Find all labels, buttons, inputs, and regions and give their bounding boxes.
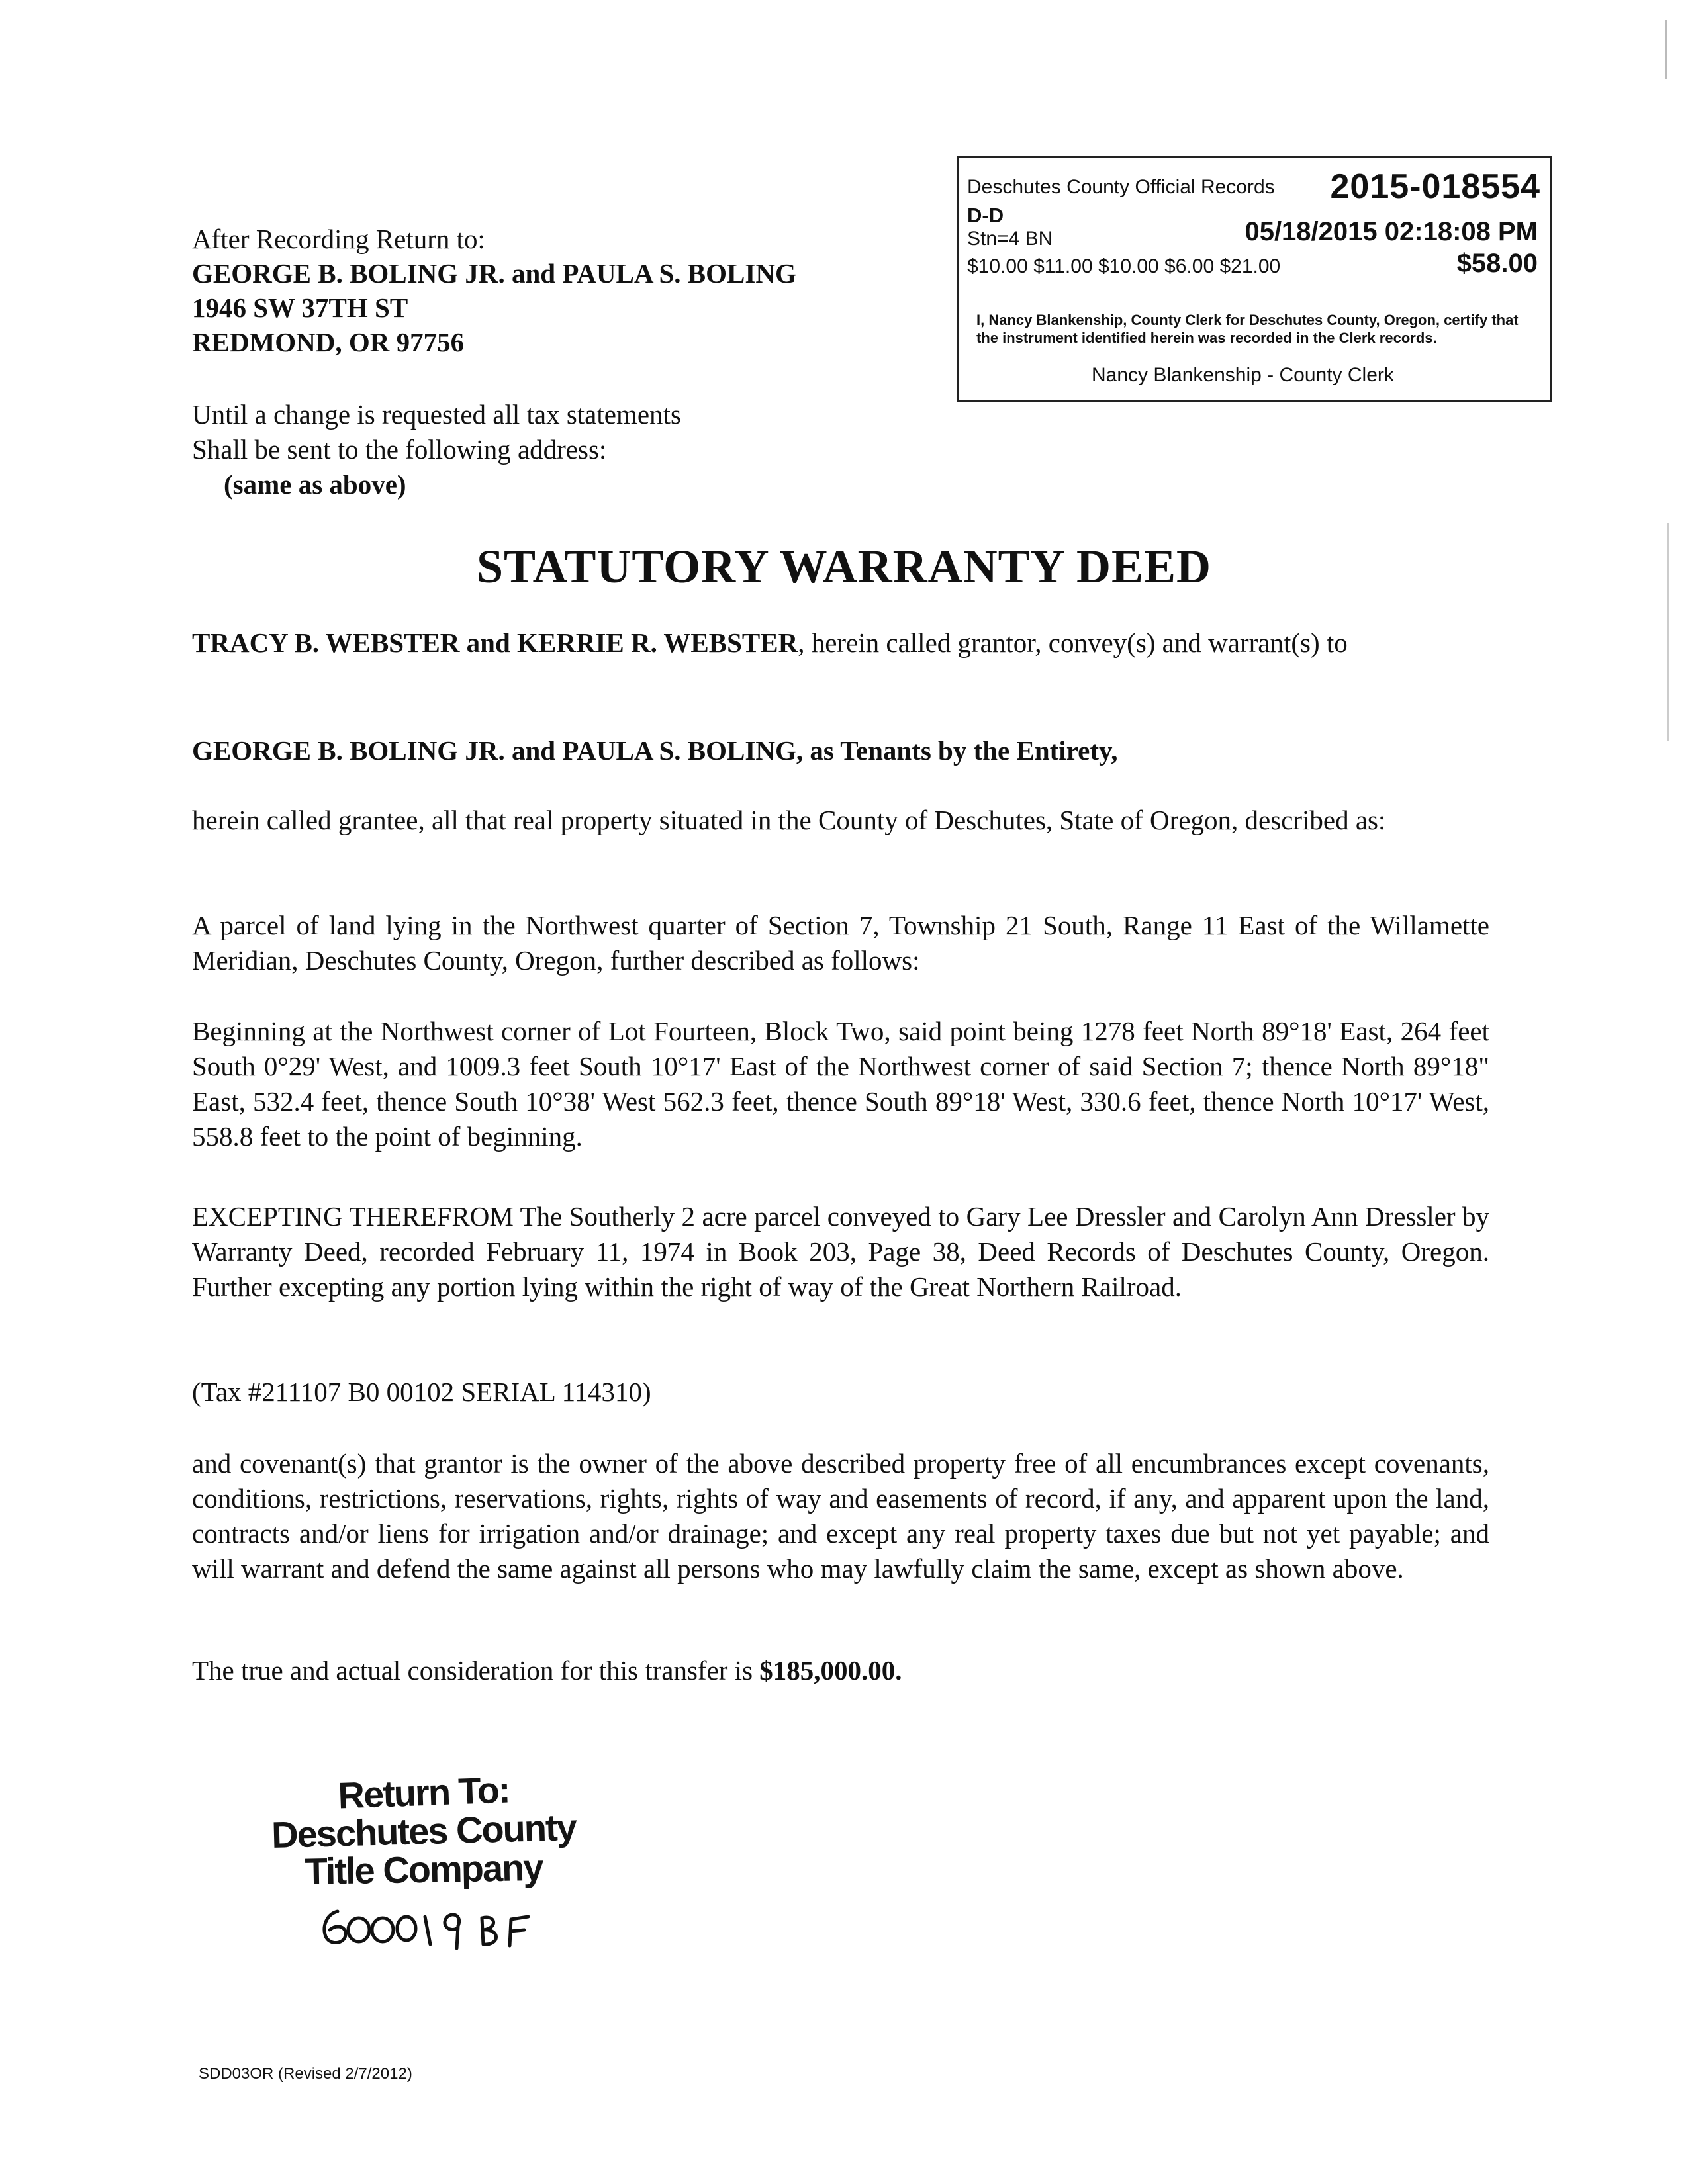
- grantor-paragraph: [192, 625, 1489, 660]
- handwritten-order-number: [318, 1899, 543, 1952]
- recording-doc-type: D-D: [967, 204, 1004, 227]
- excepting-paragraph: EXCEPTING THEREFROM The Southerly 2 acre parcel conveyed to Gary Lee Dressler and Carolyn Ann Dressler by Warranty Deed, recorded February 11, 1974 in Book 203, Page 38, Deed Records of Deschutes County, Oregon. Further excepting any portion lying within the right of way of the Great Northern Railroad.: [192, 1201, 1489, 1302]
- return-address-block: [192, 222, 887, 359]
- tax-statement-same: (same as above): [224, 469, 406, 500]
- recording-station: Stn=4 BN: [967, 228, 1053, 250]
- form-code: SDD03OR (Revised 2/7/2012): [199, 2065, 412, 2083]
- tax-statement-block: [192, 397, 854, 502]
- parcel-paragraph: A parcel of land lying in the Northwest quarter of Section 7, Township 21 South, Range 11 East of the Willamette Meridian, Deschutes County, Oregon, further described as follows:: [192, 910, 1489, 976]
- return-to-stamp: [255, 1768, 592, 1893]
- stamp-line: Title Company: [305, 1846, 543, 1893]
- recording-certification: I, Nancy Blankenship, County Clerk for Deschutes County, Oregon, certify that the instrument identified herein was recorded in the Clerk records.: [976, 312, 1519, 346]
- consideration-paragraph: [192, 1653, 1489, 1688]
- property-intro-paragraph: herein called grantee, all that real property situated in the County of Deschutes, State of Oregon, described as:: [192, 805, 1386, 835]
- return-city: REDMOND, OR 97756: [192, 327, 465, 357]
- grantee-paragraph: GEORGE B. BOLING JR. and PAULA S. BOLING, as Tenants by the Entirety,: [192, 735, 1118, 766]
- covenant-paragraph: and covenant(s) that grantor is the owner of the above described property free of all encumbrances except covenants, conditions, restrictions, reservations, rights, rights of way and easements of record, if any, and apparent upon the land, contracts and/or liens for irrigation and/or drainage; and except any real property taxes due but not yet payable; and will warrant and defend the same against all persons who may lawfully claim the same, except as shown above.: [192, 1448, 1489, 1584]
- margin-mark: [1665, 20, 1667, 79]
- return-heading: After Recording Return to:: [192, 224, 485, 254]
- recording-clerk: Nancy Blankenship - County Clerk: [1092, 364, 1394, 386]
- stamp-line: Deschutes County: [271, 1805, 577, 1856]
- recording-office: Deschutes County Official Records: [967, 176, 1275, 198]
- return-name: GEORGE B. BOLING JR. and PAULA S. BOLING: [192, 258, 796, 289]
- recording-stamp-box: [957, 156, 1552, 402]
- grantor-names: TRACY B. WEBSTER and KERRIE R. WEBSTER: [192, 627, 798, 658]
- grantor-text: , herein called grantor, convey(s) and warrant(s) to: [798, 627, 1348, 658]
- consideration-amount: $185,000.00.: [759, 1655, 902, 1686]
- document-title: STATUTORY WARRANTY DEED: [477, 540, 1211, 593]
- stamp-line: Return To:: [337, 1768, 510, 1817]
- recording-number: 2015-018554: [1330, 167, 1540, 206]
- recording-datetime: 05/18/2015 02:18:08 PM: [1244, 217, 1538, 246]
- recording-fees: $10.00 $11.00 $10.00 $6.00 $21.00: [967, 255, 1281, 277]
- tax-statement-line: Shall be sent to the following address:: [192, 434, 607, 465]
- tax-reference: (Tax #211107 B0 00102 SERIAL 114310): [192, 1377, 651, 1407]
- recording-total: $58.00: [1456, 249, 1538, 278]
- consideration-text: The true and actual consideration for this transfer is: [192, 1655, 760, 1686]
- legal-description-paragraph: Beginning at the Northwest corner of Lot Fourteen, Block Two, said point being 1278 feet North 89°18' East, 264 feet South 0°29' West, and 1009.3 feet South 10°17' East of the Northwest corner of said Section 7; thence North 89°18" East, 532.4 feet, thence South 10°38' West 562.3 feet, thence South 89°18' West, 330.6 feet, thence North 10°17' West, 558.8 feet to the point of beginning.: [192, 1016, 1489, 1152]
- tax-statement-line: Until a change is requested all tax statements: [192, 399, 681, 430]
- return-street: 1946 SW 37TH ST: [192, 293, 408, 323]
